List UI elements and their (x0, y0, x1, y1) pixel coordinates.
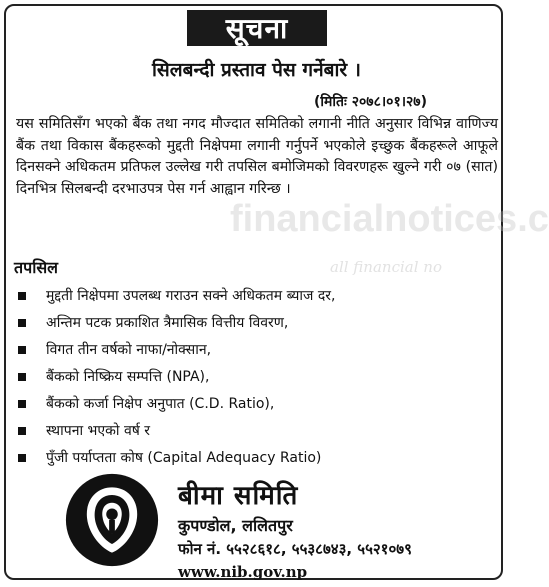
list-item (18, 309, 488, 336)
notice-banner: सूचना (187, 10, 327, 46)
organization-website[interactable]: www.nib.gov.np (178, 563, 308, 581)
notice-subject: सिलबन्दी प्रस्ताव पेस गर्नेबारे । (152, 59, 361, 81)
bullet-icon (18, 373, 26, 381)
list-item (18, 417, 488, 444)
list-item (18, 363, 488, 390)
organization-name: बीमा समिति (178, 481, 299, 511)
list-item (18, 390, 488, 417)
bullet-icon (18, 319, 26, 327)
organization-address: कुपण्डोल, ललितपुर (178, 516, 293, 535)
insurance-board-logo (64, 472, 160, 568)
organization-block (178, 476, 498, 581)
requirements-list (18, 282, 488, 471)
list-item (18, 444, 488, 471)
notice-date: (मितिः २०७८।०१।२७) (314, 94, 427, 110)
list-item-text: मुद्दती निक्षेपमा उपलब्ध गराउन सक्ने अधिकतम ब्याज दर, (46, 288, 336, 304)
list-item (18, 282, 488, 309)
bullet-icon (18, 400, 26, 408)
watermark: financialnotices.c (230, 198, 549, 240)
organization-phone: फोन नं. ५५२८६१८, ५५३८७४३, ५५२१०७९ (178, 540, 412, 558)
bullet-icon (18, 346, 26, 354)
bullet-icon (18, 454, 26, 462)
list-item-text: विगत तीन वर्षको नाफा/नोक्सान, (46, 342, 212, 358)
list-item-text: बैंकको निष्क्रिय सम्पत्ति (NPA), (46, 369, 210, 385)
section-title: तपसिल (14, 258, 59, 277)
notice-body-paragraph: यस समितिसँग भएको बैंक तथा नगद मौज्दात समितिको लगानी नीति अनुसार विभिन्न वाणिज्य बैंक तथा विकास बैंकहरूको मुद्दती निक्षेपमा लगानी गर्नुपर्ने भएकोले इच्छुक बैंकहरूले आफूले दिनसक्ने अधिकतम प्रतिफल उल्लेख गरी तपसिल बमोजिमको विवरणहरू खुल्ने गरी ०७ (सात) दिनभित्र सिलबन्दी दरभाउपत्र पेस गर्न आह्वान गरिन्छ । (16, 116, 498, 197)
list-item-text: बैंकको कर्जा निक्षेप अनुपात (C.D. Ratio), (46, 396, 275, 412)
bullet-icon (18, 292, 26, 300)
bullet-icon (18, 427, 26, 435)
list-item (18, 336, 488, 363)
watermark-subtitle: all financial no (330, 258, 442, 276)
notice-body (16, 114, 498, 200)
list-item-text: अन्तिम पटक प्रकाशित त्रैमासिक वित्तीय विवरण, (46, 315, 289, 331)
list-item-text: पुँजी पर्याप्तता कोष (Capital Adequacy Ratio) (46, 450, 322, 466)
list-item-text: स्थापना भएको वर्ष र (46, 423, 151, 439)
